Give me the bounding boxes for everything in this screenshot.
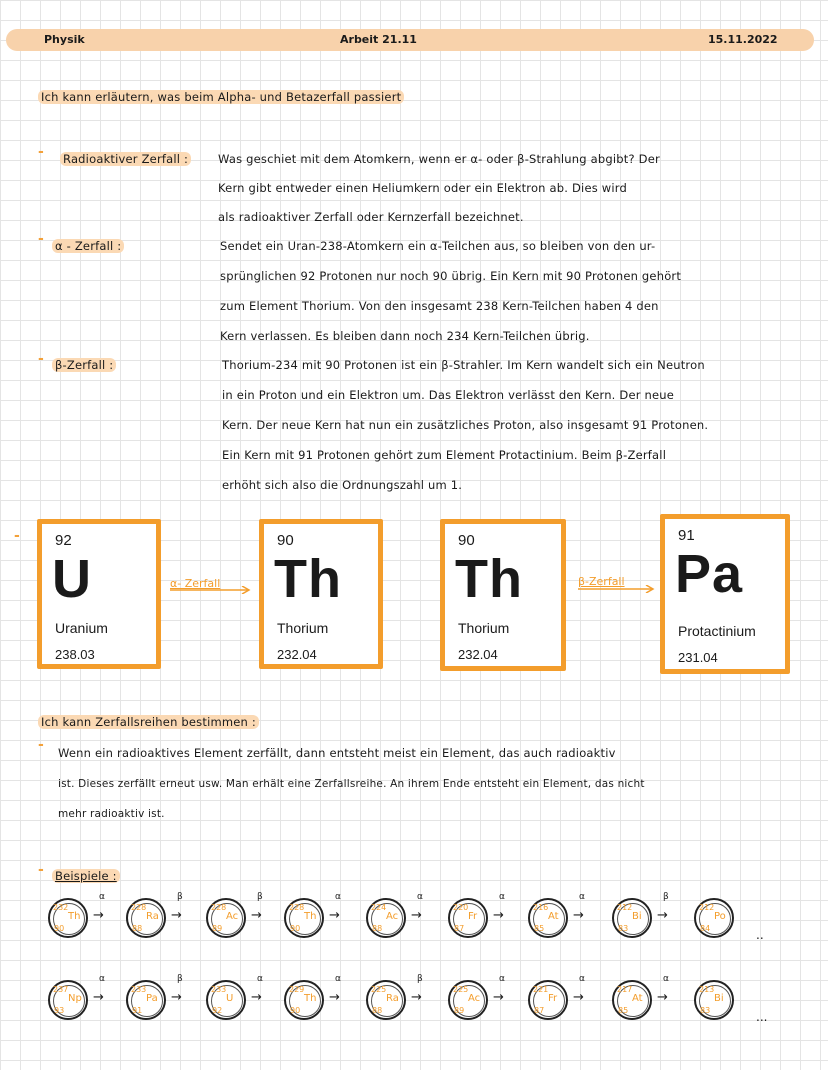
nuclide-element-symbol: Ra [146,911,159,922]
section-3-line: erhöht sich also die Ordnungszahl um 1. [222,478,463,492]
nuclide-circle [366,898,406,938]
decay-type-label: β [257,892,263,902]
nuclide-mass-number: 224 [371,903,387,912]
element-card-thorium [259,519,383,669]
nuclide-mass-number: 232 [53,903,69,912]
nuclide-circle [206,898,246,938]
arrow-right-icon: → [171,908,182,923]
nuclide-circle [48,980,88,1020]
arrow-right-icon: → [93,908,104,923]
nuclide-atomic-number: 88 [132,924,143,933]
section-2-line: zum Element Thorium. Von den insgesamt 238 Kern-Teilchen haben 4 den [220,299,659,313]
paragraph-line: Wenn ein radioaktives Element zerfällt, dann entsteht meist ein Element, das auch radioaktiv [58,746,616,760]
atomic-number: 92 [55,532,72,549]
paragraph-line: mehr radioaktiv ist. [58,808,165,820]
atomic-number: 90 [277,532,294,549]
nuclide-atomic-number: 89 [212,924,223,933]
nuclide-element-symbol: Fr [548,993,558,1004]
examples-label: Beispiele : [52,869,120,883]
nuclide-circle [528,898,568,938]
element-name: Thorium [277,620,329,636]
decay-type-label: α [499,892,505,902]
nuclide-element-symbol: Fr [468,911,478,922]
decay-type-label: α [335,892,341,902]
nuclide-mass-number: 237 [53,985,69,994]
decay-type-label: β [177,974,183,984]
nuclide-atomic-number: 87 [454,924,465,933]
element-card-thorium [440,519,566,671]
section-2-line: Kern verlassen. Es bleiben dann noch 234 Kern-Teilchen übrig. [220,329,590,343]
nuclide-mass-number: 213 [699,985,715,994]
arrow-right-icon [170,586,252,594]
section-label-radioaktiver-zerfall: Radioaktiver Zerfall : [60,152,191,166]
element-card-uranium [37,519,161,669]
goal-2: Ich kann Zerfallsreihen bestimmen : [38,715,259,729]
nuclide-circle [284,980,324,1020]
nuclide-circle [694,898,734,938]
nuclide-element-symbol: Bi [714,993,724,1004]
element-name: Protactinium [678,623,756,639]
arrow-right-icon: → [493,990,504,1005]
nuclide-atomic-number: 90 [290,924,301,933]
atomic-mass: 232.04 [458,647,498,662]
arrow-right-icon: → [573,990,584,1005]
element-symbol: Th [274,549,342,609]
nuclide-atomic-number: 87 [534,1006,545,1015]
bullet-dash: - [38,231,44,247]
nuclide-atomic-number: 91 [132,1006,143,1015]
section-1-line: Kern gibt entweder einen Heliumkern oder ein Elektron ab. Dies wird [218,181,627,195]
nuclide-element-symbol: Th [304,993,317,1004]
beta-arrow [578,575,654,588]
nuclide-circle [448,898,488,938]
arrow-right-icon: → [329,990,340,1005]
arrow-right-icon: → [411,908,422,923]
nuclide-atomic-number: 88 [372,1006,383,1015]
page-title: Arbeit 21.11 [340,33,417,46]
nuclide-circle [448,980,488,1020]
bullet-dash: - [38,862,44,878]
chain-1-ellipsis: .. [756,928,764,942]
nuclide-mass-number: 220 [453,903,469,912]
nuclide-mass-number: 233 [131,985,147,994]
nuclide-element-symbol: At [548,911,559,922]
decay-type-label: α [99,892,105,902]
bullet-dash: - [14,528,20,544]
atomic-mass: 231.04 [678,650,718,665]
decay-type-label: α [257,974,263,984]
nuclide-mass-number: 216 [533,903,549,912]
alpha-arrow [170,577,250,590]
nuclide-atomic-number: 88 [372,924,383,933]
bullet-dash: - [38,144,44,160]
atomic-mass: 238.03 [55,647,95,662]
nuclide-mass-number: 229 [289,985,305,994]
nuclide-element-symbol: At [632,993,643,1004]
arrow-right-icon: → [93,990,104,1005]
nuclide-element-symbol: U [226,993,234,1004]
nuclide-circle [206,980,246,1020]
bullet-dash: - [38,351,44,367]
element-name: Thorium [458,620,510,636]
atomic-number: 91 [678,527,695,544]
paragraph-line: ist. Dieses zerfällt erneut usw. Man erhält eine Zerfallsreihe. An ihrem Ende entsteht ein Element, das nicht [58,778,645,790]
chain-2-ellipsis: ... [756,1010,768,1024]
goal-1: Ich kann erläutern, was beim Alpha- und Betazerfall passiert [38,90,404,104]
decay-type-label: α [99,974,105,984]
nuclide-mass-number: 225 [453,985,469,994]
arrow-right-icon: → [573,908,584,923]
section-3-line: Ein Kern mit 91 Protonen gehört zum Element Protactinium. Beim β-Zerfall [222,448,667,462]
arrow-right-icon: → [251,990,262,1005]
nuclide-element-symbol: Bi [632,911,642,922]
nuclide-element-symbol: Th [304,911,317,922]
nuclide-element-symbol: Np [68,993,82,1004]
element-card-protactinium [660,514,790,674]
section-label-beta-zerfall: β-Zerfall : [52,358,116,372]
element-symbol: U [52,549,92,609]
decay-type-label: β [663,892,669,902]
decay-type-label: β [177,892,183,902]
nuclide-mass-number: 212 [699,903,715,912]
nuclide-atomic-number: 84 [700,924,711,933]
nuclide-mass-number: 225 [371,985,387,994]
section-3-line: Kern. Der neue Kern hat nun ein zusätzliches Proton, also insgesamt 91 Protonen. [222,418,709,432]
decay-type-label: α [417,892,423,902]
nuclide-element-symbol: Th [68,911,81,922]
element-symbol: Pa [675,544,744,604]
nuclide-atomic-number: 83 [700,1006,711,1015]
section-3-line: in ein Proton und ein Elektron um. Das Elektron verlässt den Kern. Der neue [222,388,675,402]
nuclide-atomic-number: 89 [454,1006,465,1015]
section-2-line: Sendet ein Uran-238-Atomkern ein α-Teilchen aus, so bleiben von den ur- [220,239,656,253]
arrow-right-icon: → [251,908,262,923]
date-label: 15.11.2022 [708,33,778,46]
arrow-right-icon: → [657,908,668,923]
bullet-dash: - [38,737,44,753]
beta-arrow-label: β-Zerfall [578,575,625,588]
section-label-alpha-zerfall: α - Zerfall : [52,239,124,253]
section-3-line: Thorium-234 mit 90 Protonen ist ein β-Strahler. Im Kern wandelt sich ein Neutron [222,358,705,372]
nuclide-mass-number: 212 [617,903,633,912]
nuclide-element-symbol: Ac [386,911,399,922]
nuclide-atomic-number: 85 [618,1006,629,1015]
decay-type-label: α [663,974,669,984]
nuclide-circle [366,980,406,1020]
nuclide-atomic-number: 93 [54,1006,65,1015]
decay-type-label: α [579,974,585,984]
element-symbol: Th [455,549,523,609]
decay-type-label: β [417,974,423,984]
nuclide-element-symbol: Pa [146,993,158,1004]
nuclide-atomic-number: 83 [618,924,629,933]
arrow-right-icon: → [171,990,182,1005]
arrow-right-icon: → [493,908,504,923]
nuclide-circle [126,980,166,1020]
nuclide-element-symbol: Ac [226,911,239,922]
nuclide-element-symbol: Ac [468,993,481,1004]
decay-type-label: α [335,974,341,984]
nuclide-atomic-number: 90 [54,924,65,933]
nuclide-circle [528,980,568,1020]
atomic-number: 90 [458,532,475,549]
nuclide-circle [126,898,166,938]
nuclide-atomic-number: 92 [212,1006,223,1015]
arrow-right-icon: → [657,990,668,1005]
nuclide-circle [612,898,652,938]
arrow-right-icon: → [411,990,422,1005]
nuclide-mass-number: 228 [131,903,147,912]
nuclide-atomic-number: 90 [290,1006,301,1015]
section-1-line: Was geschiet mit dem Atomkern, wenn er α- oder β-Strahlung abgibt? Der [218,152,660,166]
section-2-line: sprünglichen 92 Protonen nur noch 90 übrig. Ein Kern mit 90 Protonen gehört [220,269,682,283]
nuclide-mass-number: 233 [211,985,227,994]
nuclide-atomic-number: 85 [534,924,545,933]
nuclide-circle [284,898,324,938]
nuclide-mass-number: 228 [289,903,305,912]
arrow-right-icon [578,585,656,593]
nuclide-circle [48,898,88,938]
decay-type-label: α [579,892,585,902]
subject-label: Physik [44,33,85,46]
nuclide-mass-number: 217 [617,985,633,994]
nuclide-element-symbol: Ra [386,993,399,1004]
nuclide-element-symbol: Po [714,911,726,922]
section-1-line: als radioaktiver Zerfall oder Kernzerfall bezeichnet. [218,210,524,224]
nuclide-mass-number: 228 [211,903,227,912]
decay-type-label: α [499,974,505,984]
arrow-right-icon: → [329,908,340,923]
atomic-mass: 232.04 [277,647,317,662]
element-name: Uranium [55,620,108,636]
nuclide-circle [694,980,734,1020]
nuclide-mass-number: 221 [533,985,549,994]
alpha-arrow-label: α- Zerfall [170,577,221,590]
nuclide-circle [612,980,652,1020]
